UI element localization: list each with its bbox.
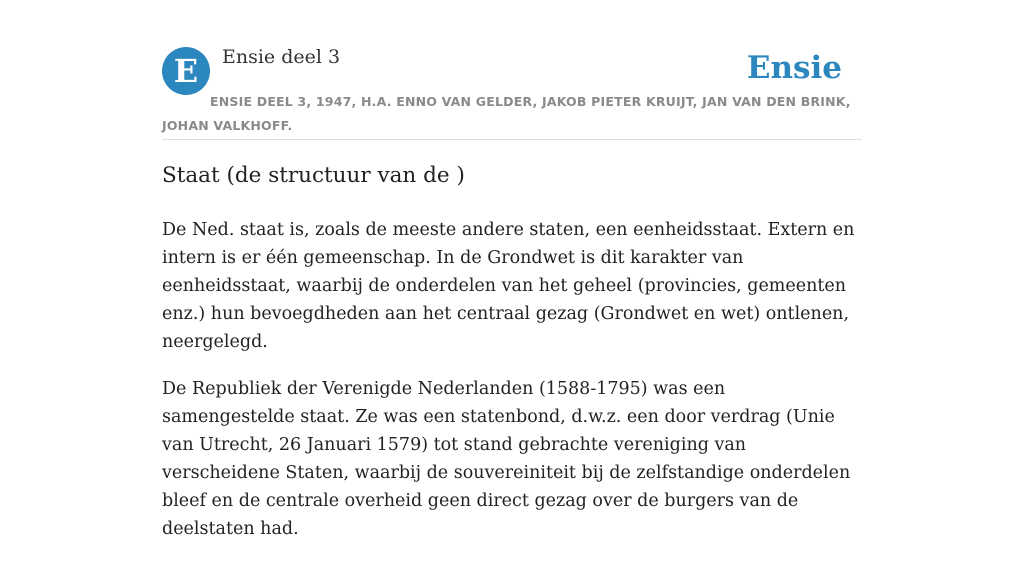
article-body <box>162 216 862 562</box>
article-paragraph-2: De Republiek der Verenigde Nederlanden (1588-1795) was een samengestelde staat. Ze was een statenbond, d.w.z. een door verdrag (Unie van Utrecht, 26 Januari 1579) tot stand gebrachte vereniging van verscheidene Staten, waarbij de souvereiniteit bij de zelfstandige onderdelen bleef en de centrale overheid geen direct gezag over de burgers van de deelstaten had. <box>162 379 851 539</box>
article-title: Staat (de structuur van de ) <box>162 163 465 188</box>
article-paragraph-1: De Ned. staat is, zoals de meeste andere staten, een eenheidsstaat. Extern en intern is er één gemeenschap. In de Grondwet is dit karakter van eenheidsstaat, waarbij de onderdelen van het geheel (provincies, gemeenten enz.) hun bevoegdheden aan het centraal gezag (Grondwet en wet) ontlenen, neergelegd. <box>162 220 855 352</box>
brand-logo[interactable]: Ensie <box>746 50 842 86</box>
header-divider <box>162 139 862 140</box>
book-title: Ensie deel 3 <box>222 46 341 68</box>
ensie-logo-icon[interactable]: E <box>162 47 210 95</box>
book-meta: ENSIE DEEL 3, 1947, H.A. ENNO VAN GELDER, JAKOB PIETER KRUIJT, JAN VAN DEN BRINK, JOHAN VALKHOFF. <box>162 94 851 133</box>
